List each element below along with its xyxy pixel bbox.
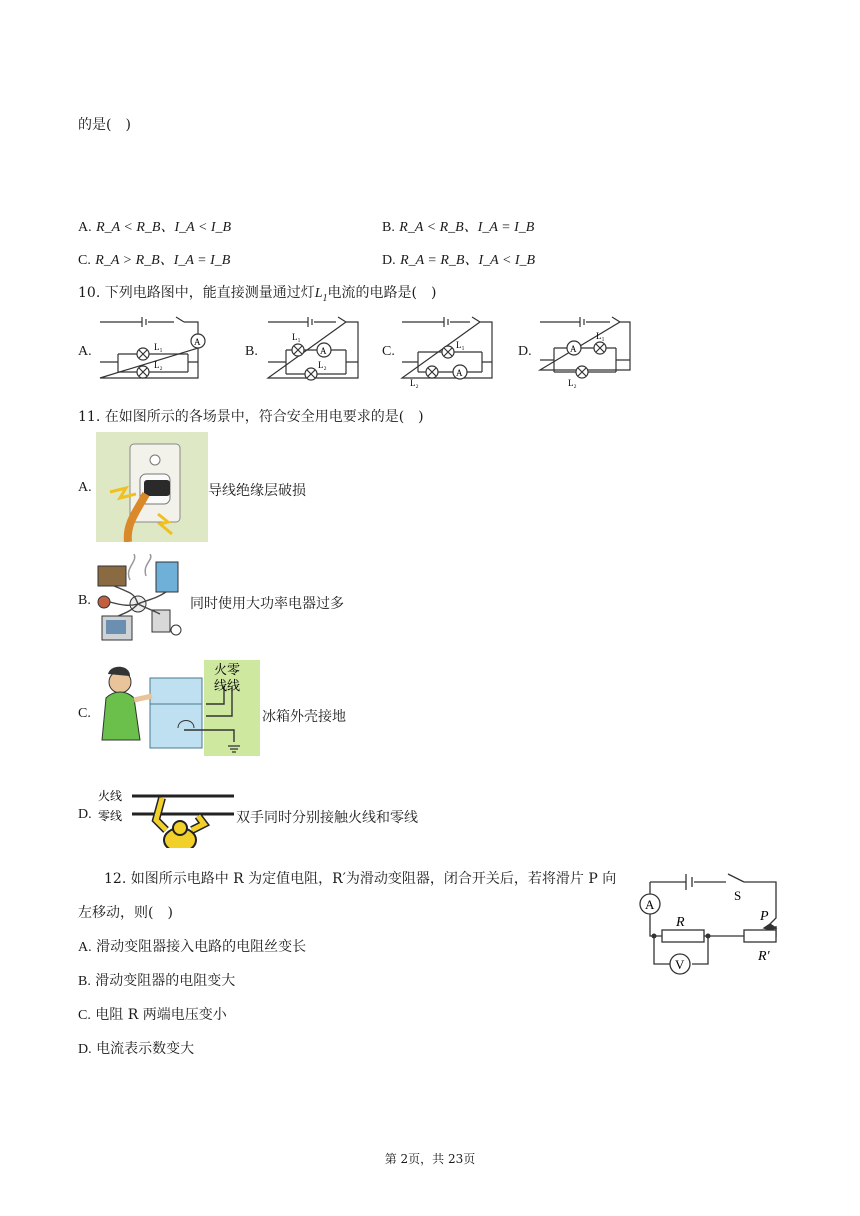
slider-label: P [760,909,769,924]
q11-label-a: A. [78,480,92,495]
option-label: B. [78,974,91,989]
ammeter-label: A [320,346,327,356]
option-label: A. [78,940,92,955]
q11-label-b: B. [78,593,91,608]
fig-text-neutral-wire: 零线 [98,809,123,823]
q12-option-b [78,970,235,990]
q10-circuit-c [400,314,496,388]
q10-label-d: D. [518,344,532,359]
option-label: D. [382,253,396,268]
q10-circuit-a [98,316,208,388]
ammeter-label: A [194,337,201,347]
q11-label-c: C. [78,706,91,721]
q11-image-b-appliances [94,554,190,646]
q11-image-a-socket [96,432,208,542]
fig-text-live-neutral: 火零 [214,662,241,677]
l2-label: L₂ [318,360,327,370]
option-label: C. [78,253,91,268]
q9-option-b [382,216,534,236]
option-text: 电阻 R 两端电压变小 [95,1007,227,1023]
resistor-label: R [676,915,685,930]
fig-text-wire: 线线 [214,678,241,693]
q12-option-a [78,936,306,956]
q10-stem-prefix: 10. 下列电路图中，能直接测量通过灯 [78,285,315,301]
voltmeter-label: V [675,957,685,972]
l1-label: L₁ [456,340,465,350]
q12-stem-line1: 12. 如图所示电路中 R 为定值电阻，R′为滑动变阻器，闭合开关后，若将滑片 P 向 [104,871,617,887]
q10-label-a: A. [78,344,92,359]
rheostat-label: R′ [758,949,770,964]
q9-option-a [78,216,231,236]
q10-stem [78,282,436,304]
q11-caption-c: 冰箱外壳接地 [262,709,346,725]
option-text: R_A < R_B、I_A < I_B [96,220,232,235]
l2-label: L₂ [154,360,163,370]
q10-circuit-d [538,316,634,388]
l2-label: L₂ [568,378,577,388]
q9-stem-tail: 的是( ) [78,117,131,133]
option-text: 滑动变阻器接入电路的电阻丝变长 [96,939,307,955]
option-text: R_A > R_B、I_A = I_B [95,253,231,268]
q11-label-d: D. [78,807,92,822]
q10-label-b: B. [245,344,258,359]
q10-circuit-b [266,316,362,386]
q12-option-d [78,1038,194,1058]
q11-image-c-fridge [94,660,260,756]
switch-label: S [734,888,742,903]
l2-label: L₂ [410,378,419,388]
option-label: D. [78,1042,92,1057]
q11-stem: 11. 在如图所示的各场景中，符合安全用电要求的是( ) [78,409,424,425]
q12-option-c [78,1004,227,1024]
q11-caption-a: 导线绝缘层破损 [208,483,306,499]
option-text: 电流表示数变大 [96,1041,195,1057]
l1-label: L₁ [154,342,163,352]
option-label: C. [78,1008,91,1023]
q10-stem-symbol: L [314,286,323,301]
option-label: B. [382,220,395,235]
ammeter-label: A [645,897,655,912]
q10-stem-sub: 1 [322,292,328,304]
q10-stem-suffix: 电流的电路是( ) [327,285,437,301]
option-text: R_A = R_B、I_A < I_B [400,253,536,268]
l1-label: L₁ [292,332,301,342]
option-text: R_A < R_B、I_A = I_B [399,220,535,235]
fig-text-live-wire: 火线 [98,789,123,803]
l1-label: L₁ [596,331,605,341]
q9-option-c [78,249,230,269]
option-text: 滑动变阻器的电阻变大 [95,973,236,989]
q11-caption-d: 双手同时分别接触火线和零线 [236,810,418,826]
q11-image-d-hands [96,784,236,848]
q12-stem-line2: 左移动，则( ) [78,905,173,921]
option-label: A. [78,220,92,235]
q10-label-c: C. [382,344,395,359]
q11-caption-b: 同时使用大功率电器过多 [190,596,344,612]
q12-circuit-figure [636,864,786,980]
page-footer: 第 2页，共 23页 [384,1152,476,1166]
ammeter-label: A [456,368,463,378]
q9-option-d [382,249,535,269]
ammeter-label: A [570,344,577,354]
